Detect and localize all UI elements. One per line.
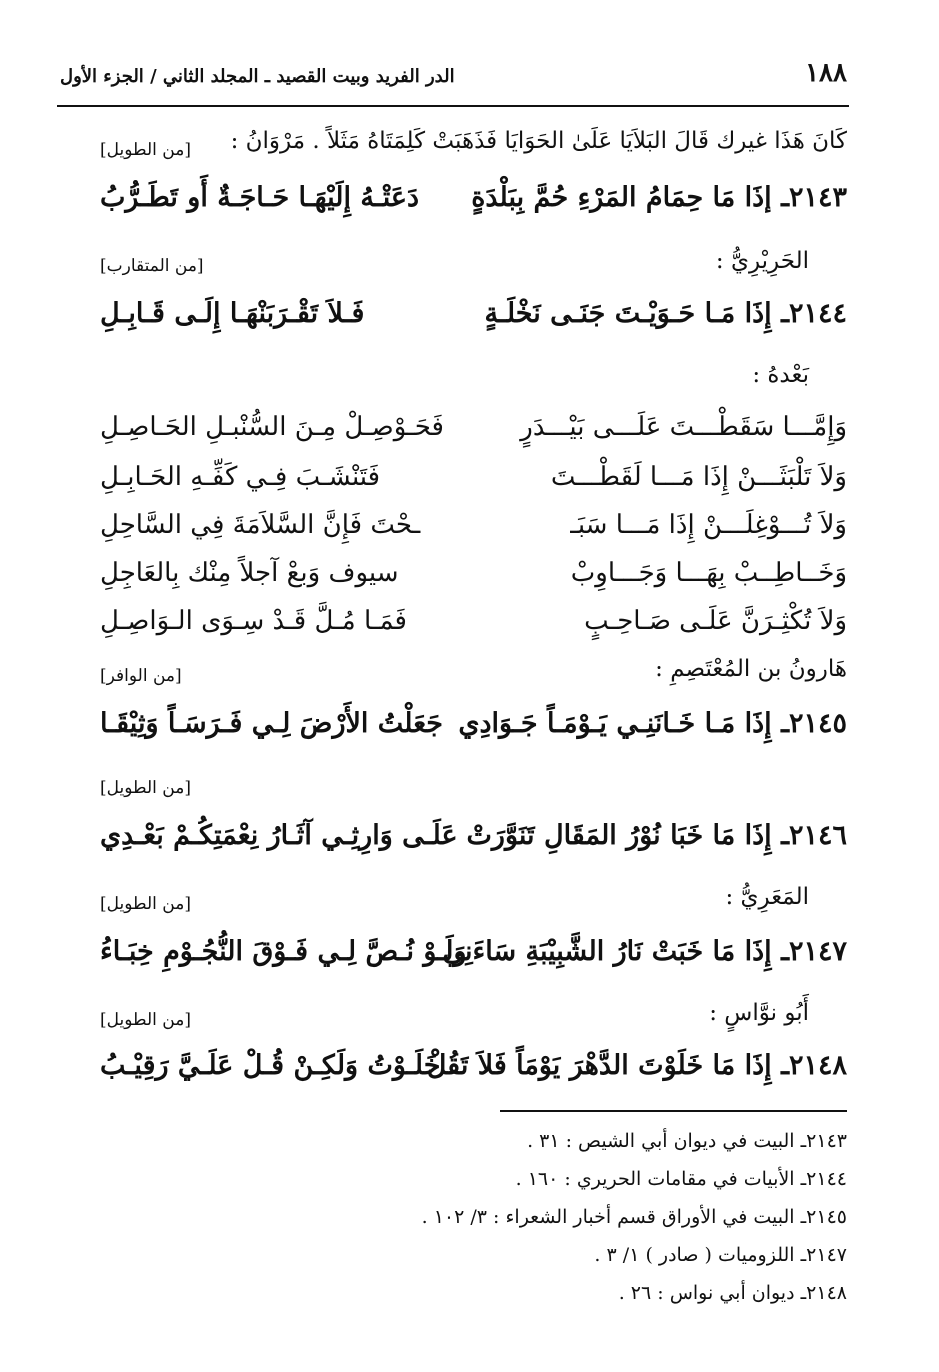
verse-first-hemistich: ٢١٤٧ـ إِذَا مَا خَبَتْ نَارُ الشَّبِيْبَةِ سَاءَنِي — [442, 936, 847, 967]
verse-line — [100, 462, 847, 510]
verse-first-hemistich: ٢١٤٦ـ إِذَا مَا خَبَا نُوْرُ المَقَالِ تَنَوَّرَتْ — [466, 820, 847, 851]
verse-first-hemistich: ٢١٤٨ـ إِذَا مَا خَلَوْتَ الدَّهْرَ يَوْمَاً فَلاَ تَقُلْ — [426, 1050, 847, 1081]
verse-first-hemistich: وَلاَ تَلْبَثَـــنْ إِذَا مَـــا لَقَطْـــتَ — [550, 462, 847, 492]
footnote: ٢١٤٤ـ الأبيات في مقامات الحريري : ١٦٠ . — [515, 1168, 847, 1190]
meter-label: [من الطويل] — [100, 1010, 191, 1030]
verse-first-hemistich: ٢١٤٥ـ إِذَا مَـا خَـانَنِـي يَـوْمَـاً جَـوَادِي — [458, 708, 847, 739]
verse-first-hemistich: ٢١٤٤ـ إِذَا مَـا حَـوَيْـتَ جَنَـى نَخْلَـةٍ — [484, 298, 847, 329]
footnote: ٢١٤٨ـ ديوان أبي نواس : ٢٦ . — [618, 1282, 847, 1304]
verse-first-hemistich: وَخَــاطِــبْ بِهَـــا وَجَـــاوِبْ — [570, 558, 847, 588]
page-number: ١٨٨ — [805, 58, 847, 88]
verse-second-hemistich: فَتَنْشَـبَ فِـي كَفِّـهِ الحَـابِـلِ — [100, 462, 381, 492]
poet-attribution: المَعَرِيُّ : — [725, 884, 809, 910]
verse-second-hemistich: فَـلاَ تَقْـرَبَنْهَـا إِلَـى قَـابِـلِ — [100, 298, 365, 329]
section-label: بَعْدهُ : — [752, 362, 809, 388]
running-header-title: الدر الفريد وبيت القصيد ـ المجلد الثاني / الجزء الأول — [60, 66, 455, 87]
poet-attribution: هَارونُ بن المُعْتَصِمِ : — [655, 656, 847, 682]
footnote: ٢١٤٣ـ البيت في ديوان أبي الشيص : ٣١ . — [527, 1130, 847, 1152]
verse-second-hemistich: سيوف وَبعْ آجلاً مِنْك بِالعَاجِلِ — [100, 558, 399, 588]
meter-label: [من الطويل] — [100, 894, 191, 914]
verse-first-hemistich: وَلاَ تُـــوْغِلَـــنْ إِذَا مَـــا سَبَـ — [570, 510, 847, 540]
meter-label: [من المتقارب] — [100, 256, 204, 276]
verse-second-hemistich: فَحَـوْصِـلْ مِـنَ السُّنْبـلِ الحَـاصِـلِ — [100, 412, 444, 442]
verse-2143 — [100, 182, 847, 230]
verse-second-hemistich: دَعَتْـهُ إِلَيْهَـا حَـاجَـةٌ أَو تَطَـرُّبُ — [100, 182, 420, 213]
meter-label: [من الطويل] — [100, 140, 191, 160]
verse-2145 — [100, 708, 847, 756]
intro-prose-line: كَانَ هَذَا غيرك قَالَ البَلاَيَا عَلَىٰ الحَوَايَا فَذَهَبَتْ كَلِمَتَاهُ مَثَلاً . مَرْوَانُ : — [230, 128, 847, 154]
verse-second-hemistich: وَلَـوْ نُـصَّ لِـي فَـوْقَ النُّجُـوْمِ خِبَـاءُ — [100, 936, 467, 967]
footnote-divider — [500, 1110, 847, 1112]
footnote: ٢١٤٧ـ اللزوميات ( صادر ) ١/ ٣ . — [594, 1244, 847, 1266]
footnote: ٢١٤٥ـ البيت في الأوراق قسم أخبار الشعراء : ٣/ ١٠٢ . — [421, 1206, 847, 1228]
poet-attribution: الحَرِيْرِيُّ : — [715, 248, 809, 274]
verse-second-hemistich: ـحْتَ فَإِنَّ السَّلاَمَةَ فِي السَّاحِلِ — [100, 510, 421, 540]
verse-line — [100, 412, 847, 460]
meter-label: [من الطويل] — [100, 778, 191, 798]
verse-second-hemistich: خَلَـوْتُ وَلَكِـنْ قُـلْ عَلَـيَّ رَقِيْـبُ — [100, 1050, 441, 1081]
verse-second-hemistich: جَعَلْتُ الأَرْضَ لِـي فَـرَسَـاً وَثِيْقَـا — [100, 708, 443, 739]
verse-first-hemistich: وَإِمَّـــا سَقَطْـــتَ عَلَـــى بَيْـــدَرٍ — [520, 412, 847, 442]
verse-line — [100, 558, 847, 606]
verse-line — [100, 606, 847, 654]
verse-2144 — [100, 298, 847, 346]
verse-line — [100, 510, 847, 558]
poet-attribution: أَبُو نوَّاسٍ : — [709, 1000, 809, 1026]
verse-2148 — [100, 1050, 847, 1098]
verse-second-hemistich: عَلَـى وَارِثِـي آثَـارُ نِعْمَتِكُـمْ بَعْـدِي — [100, 820, 458, 851]
header-divider — [57, 105, 849, 107]
verse-2147 — [100, 936, 847, 984]
verse-first-hemistich: ٢١٤٣ـ إذَا مَا حِمَامُ المَرْءِ حُمَّ بِبَلْدَةٍ — [471, 182, 847, 213]
verse-2146 — [100, 820, 847, 868]
meter-label: [من الوافر] — [100, 666, 182, 686]
verse-second-hemistich: فَمَـا مُـلَّ قَـدْ سِـوَى الـوَاصِـلِ — [100, 606, 407, 636]
verse-first-hemistich: وَلاَ تُكْثِـرَنَّ عَلَـى صَـاحِـبٍ — [584, 606, 847, 636]
